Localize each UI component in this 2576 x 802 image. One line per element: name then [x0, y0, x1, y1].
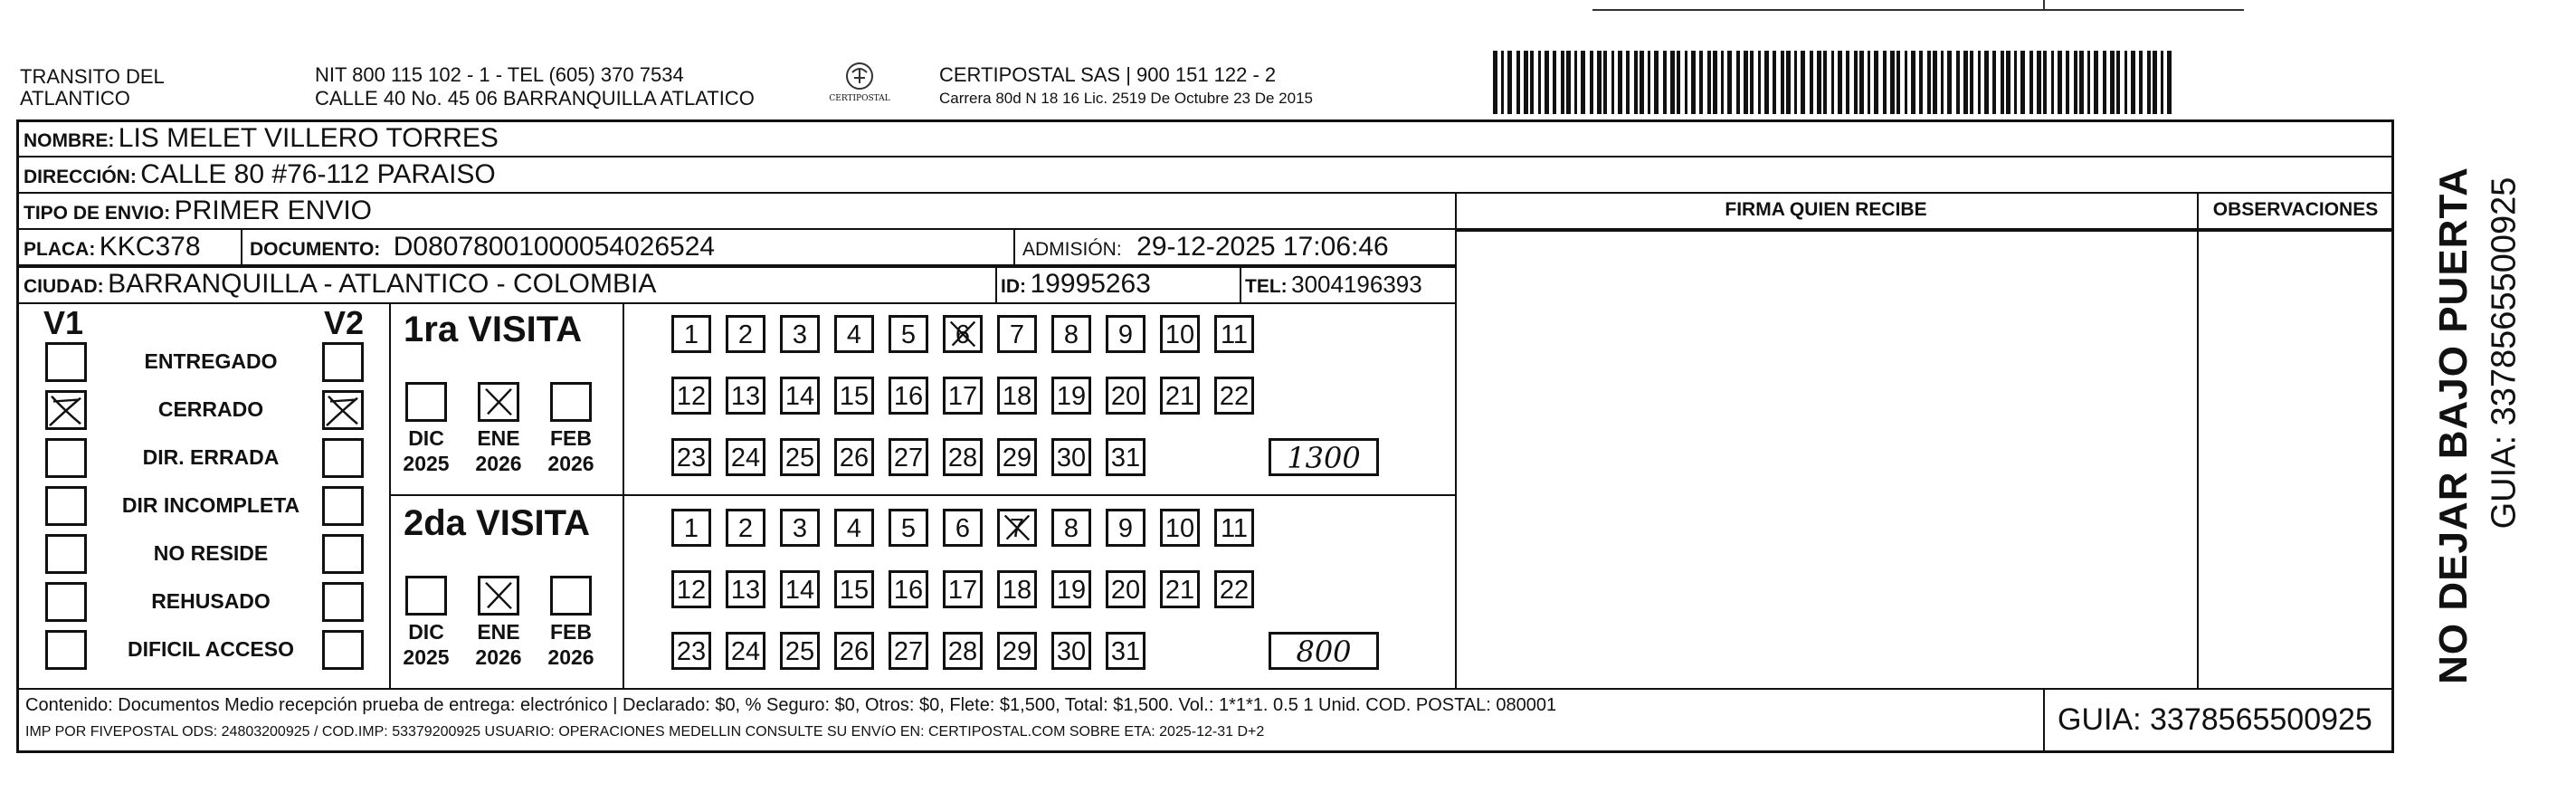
- day-box[interactable]: 16: [889, 377, 928, 415]
- day-box[interactable]: 3: [780, 315, 820, 353]
- day-box[interactable]: 12: [671, 377, 711, 415]
- barcode-bar: [1992, 51, 1996, 114]
- barcode-bar: [1530, 51, 1534, 114]
- barcode-bar: [1663, 51, 1667, 114]
- barcode-bar: [2167, 51, 2172, 114]
- handwritten-x-mark: [1000, 511, 1034, 544]
- month-checkbox[interactable]: [405, 382, 447, 422]
- day-box[interactable]: 27: [889, 438, 928, 476]
- v2-header: V2: [324, 304, 365, 341]
- day-box[interactable]: 31: [1106, 438, 1145, 476]
- month-checkbox[interactable]: [478, 576, 519, 616]
- day-box[interactable]: 8: [1051, 509, 1091, 547]
- barcode-bar: [1933, 51, 1937, 114]
- barcode-bar: [1640, 51, 1644, 114]
- footer-print-line: IMP POR FIVEPOSTAL ODS: 24803200925 / COD.IMP: 53379200925 USUARIO: OPERACIONES MEDELLIN CONSULTE SU ENVíO EN: CERTIPOSTAL.COM SOBRE ETA: 2025-12-31 D+2: [25, 724, 1265, 740]
- barcode-bar: [1941, 51, 1944, 114]
- year-label: 2026: [547, 645, 594, 669]
- day-box[interactable]: 20: [1106, 570, 1145, 608]
- day-box[interactable]: 29: [997, 632, 1037, 670]
- day-box[interactable]: 24: [726, 438, 765, 476]
- year-label: 2025: [403, 645, 450, 669]
- ciudad-field: [24, 269, 656, 304]
- barcode-bar: [2110, 51, 2115, 114]
- barcode-bar: [1956, 51, 1960, 114]
- barcode-bar: [1597, 51, 1602, 114]
- barcode-bar: [2006, 51, 2010, 114]
- barcode-bar: [2029, 51, 2033, 114]
- v1-checkbox[interactable]: [45, 582, 87, 622]
- barcode-bar: [1493, 51, 1497, 114]
- v1-checkbox[interactable]: [45, 630, 87, 670]
- day-box[interactable]: 11: [1214, 315, 1254, 353]
- day-box[interactable]: 18: [997, 377, 1037, 415]
- day-box[interactable]: 15: [834, 570, 874, 608]
- col-line: [995, 266, 997, 302]
- col-line: [1013, 228, 1015, 266]
- barcode-bar: [1727, 51, 1732, 114]
- row-line: [16, 688, 2394, 690]
- col-line: [2043, 688, 2045, 753]
- barcode-bar: [2147, 51, 2151, 114]
- barcode-bar: [2043, 51, 2047, 114]
- day-box[interactable]: 25: [780, 438, 820, 476]
- day-box[interactable]: 19: [1051, 570, 1091, 608]
- v1-checkbox[interactable]: [45, 390, 87, 430]
- barcode-bar: [1781, 51, 1784, 114]
- barcode-bar: [1581, 51, 1585, 114]
- barcode-bar: [2014, 51, 2017, 114]
- barcode-bar: [1553, 51, 1556, 114]
- barcode-bar: [1874, 51, 1878, 114]
- id-field: [1001, 269, 1151, 304]
- barcode-bar: [1670, 51, 1675, 114]
- day-box[interactable]: 23: [671, 632, 711, 670]
- day-box[interactable]: 15: [834, 377, 874, 415]
- day-box[interactable]: 19: [1051, 377, 1091, 415]
- day-box[interactable]: 3: [780, 509, 820, 547]
- direccion-value: CALLE 80 #76-112 PARAISO: [140, 159, 496, 189]
- col-line: [1240, 266, 1241, 302]
- footer-content-line: Contenido: Documentos Medio recepción prueba de entrega: electrónico | Declarado: $0, % Seguro: $0, Otros: $0, Flete: $1,500, Total: $1,500. Vol.: 1*1*1. 0.5 1 Unid. COD. POSTAL: 080001: [25, 695, 1557, 715]
- status-option-label: DIR INCOMPLETA: [121, 493, 300, 517]
- col-line: [389, 302, 391, 688]
- barcode-bar: [1854, 51, 1858, 114]
- tel-label: TEL:: [1245, 276, 1288, 297]
- placa-field: [24, 232, 201, 267]
- day-box[interactable]: 21: [1160, 377, 1200, 415]
- status-option-label: ENTREGADO: [144, 349, 278, 373]
- nombre-label: NOMBRE:: [24, 130, 115, 151]
- barcode-bar: [1611, 51, 1614, 114]
- barcode: [1493, 51, 2172, 114]
- barcode-bar: [2161, 51, 2163, 114]
- direccion-label: DIRECCIÓN:: [24, 167, 137, 187]
- tipo-envio-row: [24, 196, 372, 231]
- day-box[interactable]: 18: [997, 570, 1037, 608]
- month-label: ENE: [477, 426, 520, 450]
- barcode-bar: [1786, 51, 1791, 114]
- barcode-bar: [1810, 51, 1813, 114]
- year-label: 2026: [475, 645, 522, 669]
- day-box[interactable]: 22: [1214, 570, 1254, 608]
- day-box[interactable]: 17: [943, 570, 983, 608]
- v1-checkbox[interactable]: [45, 534, 87, 574]
- year-label: 2026: [475, 452, 522, 475]
- barcode-bar: [1545, 51, 1549, 114]
- day-box[interactable]: 28: [943, 632, 983, 670]
- barcode-bar: [1970, 51, 1973, 114]
- scan-artifact-line: [1592, 9, 2244, 11]
- org-name-line1: TRANSITO DEL: [20, 65, 165, 88]
- barcode-bar: [1838, 51, 1842, 114]
- day-box[interactable]: 26: [834, 438, 874, 476]
- nombre-value: LIS MELET VILLERO TORRES: [118, 123, 499, 153]
- day-box[interactable]: 9: [1106, 509, 1145, 547]
- day-box[interactable]: 28: [943, 438, 983, 476]
- barcode-bar: [2103, 51, 2106, 114]
- barcode-bar: [1773, 51, 1776, 114]
- month-label: FEB: [550, 426, 592, 450]
- org-name-line2: ATLANTICO: [20, 87, 130, 110]
- day-box[interactable]: 1: [671, 509, 711, 547]
- admision-value: 29-12-2025 17:06:46: [1136, 232, 1389, 262]
- barcode-bar: [1654, 51, 1659, 114]
- barcode-bar: [1919, 51, 1923, 114]
- barcode-bar: [2094, 51, 2098, 114]
- day-box[interactable]: 14: [780, 570, 820, 608]
- row-line: [389, 494, 1455, 496]
- barcode-bar: [2001, 51, 2004, 114]
- barcode-bar: [1764, 51, 1769, 114]
- barcode-bar: [1794, 51, 1797, 114]
- day-box[interactable]: 24: [726, 632, 765, 670]
- handwritten-x-mark: [946, 318, 980, 350]
- status-option-label: CERRADO: [157, 397, 264, 421]
- status-option-label: DIFICIL ACCESO: [127, 637, 294, 661]
- row-line: [1455, 230, 2394, 232]
- tel-value: 3004196393: [1291, 271, 1422, 298]
- barcode-bar: [1685, 51, 1687, 114]
- barcode-bar: [1744, 51, 1748, 114]
- barcode-bar: [1648, 51, 1650, 114]
- day-box[interactable]: 1: [671, 315, 711, 353]
- day-box[interactable]: 14: [780, 377, 820, 415]
- barcode-bar: [1984, 51, 1989, 114]
- barcode-bar: [2058, 51, 2062, 114]
- day-box[interactable]: 5: [889, 315, 928, 353]
- barcode-bar: [1699, 51, 1703, 114]
- col-line: [623, 302, 624, 688]
- day-box[interactable]: 6: [943, 315, 983, 353]
- status-option-label: REHUSADO: [151, 589, 271, 613]
- barcode-bar: [1501, 51, 1504, 114]
- barcode-bar: [1831, 51, 1834, 114]
- handwritten-x-mark: [325, 393, 361, 427]
- barcode-bar: [1603, 51, 1607, 114]
- barcode-bar: [2139, 51, 2143, 114]
- barcode-bar: [1561, 51, 1564, 114]
- col-line: [2197, 192, 2199, 688]
- barcode-bar: [1817, 51, 1821, 114]
- certipostal-logo: [814, 62, 905, 109]
- day-box[interactable]: 7: [997, 509, 1037, 547]
- day-box[interactable]: 17: [943, 377, 983, 415]
- barcode-bar: [2087, 51, 2090, 114]
- barcode-bar: [1868, 51, 1870, 114]
- v1-header: V1: [43, 304, 84, 341]
- day-box[interactable]: 5: [889, 509, 928, 547]
- ciudad-label: CIUDAD:: [24, 276, 104, 297]
- day-box[interactable]: 30: [1051, 632, 1091, 670]
- barcode-bar: [1823, 51, 1827, 114]
- barcode-bar: [1927, 51, 1931, 114]
- month-label: DIC: [408, 620, 444, 644]
- barcode-bar: [1750, 51, 1754, 114]
- barcode-bar: [1963, 51, 1968, 114]
- handwritten-x-mark: [48, 393, 84, 427]
- day-box[interactable]: 13: [726, 570, 765, 608]
- barcode-bar: [1859, 51, 1864, 114]
- barcode-bar: [2066, 51, 2069, 114]
- v1-checkbox[interactable]: [45, 342, 87, 382]
- barcode-bar: [1890, 51, 1895, 114]
- firma-header: FIRMA QUIEN RECIBE: [1725, 199, 1927, 220]
- admision-label: ADMISIÓN:: [1022, 239, 1122, 260]
- month-checkbox[interactable]: [478, 382, 519, 422]
- org-address: CALLE 40 No. 45 06 BARRANQUILLA ATLATICO: [315, 87, 755, 110]
- barcode-bar: [1634, 51, 1638, 114]
- barcode-bar: [2153, 51, 2157, 114]
- logo-text: CERTIPOSTAL: [829, 94, 890, 103]
- barcode-bar: [1618, 51, 1622, 114]
- month-checkbox[interactable]: [550, 382, 592, 422]
- barcode-bar: [1905, 51, 1907, 114]
- day-box[interactable]: 22: [1214, 377, 1254, 415]
- barcode-bar: [2116, 51, 2120, 114]
- day-box[interactable]: 4: [834, 315, 874, 353]
- barcode-bar: [1516, 51, 1520, 114]
- barcode-bar: [1721, 51, 1724, 114]
- month-checkbox[interactable]: [550, 576, 592, 616]
- tipo-envio-value: PRIMER ENVIO: [174, 196, 373, 225]
- v1-checkbox[interactable]: [45, 438, 87, 478]
- barcode-bar: [1538, 51, 1541, 114]
- documento-label: DOCUMENTO:: [250, 239, 381, 260]
- day-box[interactable]: 25: [780, 632, 820, 670]
- tipo-envio-label: TIPO DE ENVIO:: [24, 203, 171, 224]
- day-box[interactable]: 30: [1051, 438, 1091, 476]
- day-box[interactable]: 21: [1160, 570, 1200, 608]
- barcode-bar: [1677, 51, 1680, 114]
- direccion-row: [24, 159, 496, 195]
- day-box[interactable]: 2: [726, 509, 765, 547]
- col-line: [1455, 192, 1457, 688]
- barcode-bar: [2074, 51, 2077, 114]
- day-box[interactable]: 23: [671, 438, 711, 476]
- barcode-bar: [1758, 51, 1761, 114]
- status-option-label: NO RESIDE: [153, 541, 269, 565]
- placa-label: PLACA:: [24, 239, 96, 260]
- scan-artifact-tick: [2043, 0, 2045, 11]
- barcode-bar: [2079, 51, 2084, 114]
- day-box[interactable]: 7: [997, 315, 1037, 353]
- day-box[interactable]: 8: [1051, 315, 1091, 353]
- documento-field: [250, 232, 715, 267]
- barcode-bar: [1566, 51, 1571, 114]
- barcode-bar: [1883, 51, 1887, 114]
- day-box[interactable]: 12: [671, 570, 711, 608]
- barcode-bar: [1713, 51, 1717, 114]
- barcode-bar: [1947, 51, 1952, 114]
- barcode-bar: [2131, 51, 2135, 114]
- time-box: 1300: [1269, 438, 1379, 476]
- day-box[interactable]: 31: [1106, 632, 1145, 670]
- side-guia: GUIA: 3378565500925: [2485, 177, 2524, 530]
- barcode-bar: [1574, 51, 1577, 114]
- barcode-bar: [1978, 51, 1981, 114]
- barcode-bar: [1911, 51, 1915, 114]
- year-label: 2025: [403, 452, 450, 475]
- day-box[interactable]: 16: [889, 570, 928, 608]
- company-license: Carrera 80d N 18 16 Lic. 2519 De Octubre 23 De 2015: [939, 90, 1313, 107]
- barcode-bar: [1691, 51, 1696, 114]
- id-label: ID:: [1001, 276, 1026, 297]
- month-label: FEB: [550, 620, 592, 644]
- day-box[interactable]: 9: [1106, 315, 1145, 353]
- barcode-bar: [1846, 51, 1849, 114]
- barcode-bar: [1707, 51, 1711, 114]
- day-box[interactable]: 26: [834, 632, 874, 670]
- day-box[interactable]: 29: [997, 438, 1037, 476]
- company-name: CERTIPOSTAL SAS | 900 151 122 - 2: [939, 63, 1277, 86]
- day-box[interactable]: 11: [1214, 509, 1254, 547]
- month-label: DIC: [408, 426, 444, 450]
- handwritten-x-mark: [480, 578, 517, 613]
- month-label: ENE: [477, 620, 520, 644]
- nit-phone: NIT 800 115 102 - 1 - TEL (605) 370 7534: [315, 63, 684, 86]
- day-box[interactable]: 4: [834, 509, 874, 547]
- barcode-bar: [1590, 51, 1593, 114]
- barcode-bar: [1896, 51, 1900, 114]
- day-box[interactable]: 10: [1160, 315, 1200, 353]
- handwritten-x-mark: [480, 385, 517, 419]
- year-label: 2026: [547, 452, 594, 475]
- ciudad-value: BARRANQUILLA - ATLANTICO - COLOMBIA: [108, 269, 657, 299]
- barcode-bar: [2051, 51, 2054, 114]
- v1-checkbox[interactable]: [45, 486, 87, 526]
- visit-title: 2da VISITA: [404, 503, 590, 543]
- barcode-bar: [1524, 51, 1528, 114]
- barcode-bar: [2020, 51, 2025, 114]
- barcode-bar: [1736, 51, 1740, 114]
- status-option-label: DIR. ERRADA: [142, 445, 280, 469]
- barcode-bar: [2124, 51, 2127, 114]
- documento-value: D08078001000054026524: [393, 232, 716, 262]
- footer-guia: GUIA: 3378565500925: [2058, 702, 2372, 737]
- day-box[interactable]: 10: [1160, 509, 1200, 547]
- barcode-bar: [1507, 51, 1512, 114]
- id-value: 19995263: [1030, 269, 1151, 299]
- month-checkbox[interactable]: [405, 576, 447, 616]
- barcode-bar: [2037, 51, 2041, 114]
- visit-title: 1ra VISITA: [404, 310, 583, 349]
- admision-field: [1022, 232, 1389, 267]
- placa-value: KKC378: [99, 232, 201, 262]
- barcode-bar: [1801, 51, 1805, 114]
- day-box[interactable]: 2: [726, 315, 765, 353]
- time-box: 800: [1269, 632, 1379, 670]
- barcode-bar: [1626, 51, 1630, 114]
- day-box[interactable]: 6: [943, 509, 983, 547]
- observaciones-header: OBSERVACIONES: [2212, 199, 2379, 220]
- day-box[interactable]: 27: [889, 632, 928, 670]
- day-box[interactable]: 13: [726, 377, 765, 415]
- side-warning: NO DEJAR BAJO PUERTA: [2431, 167, 2476, 684]
- day-box[interactable]: 20: [1106, 377, 1145, 415]
- tel-field: [1245, 269, 1422, 304]
- nombre-row: [24, 123, 499, 158]
- col-line: [241, 228, 242, 266]
